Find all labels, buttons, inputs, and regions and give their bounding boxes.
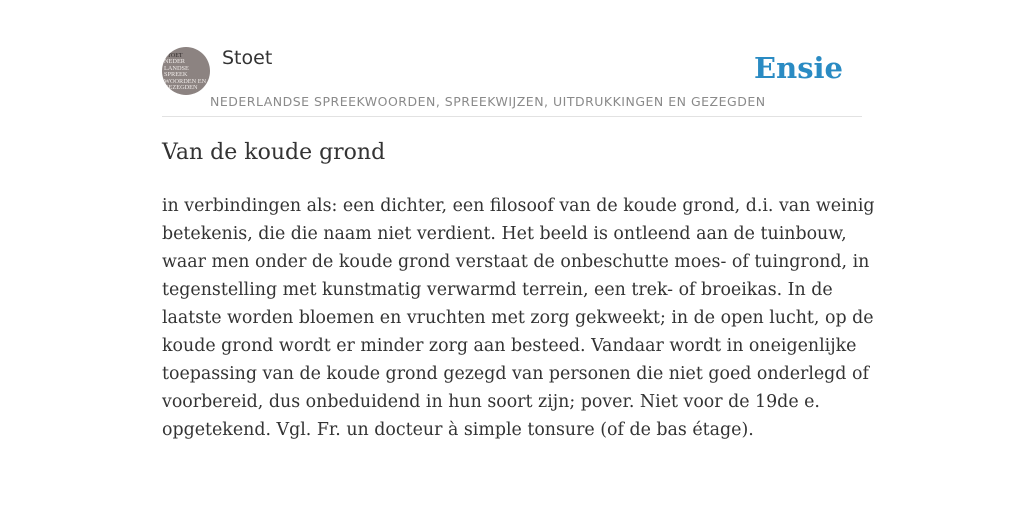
avatar-text-line: WOORDEN EN [164, 77, 207, 85]
avatar-text-line: SPREEK [164, 71, 188, 79]
brand-logo[interactable]: Ensie [754, 51, 843, 85]
definition-line: waar men onder de koude grond verstaat de onbeschutte moes- of tuingrond, in [162, 252, 870, 272]
header [162, 46, 862, 117]
definition-line: laatste worden bloemen en vruchten met zorg gekweekt; in de open lucht, op de [162, 308, 874, 328]
author-name[interactable]: Stoet [222, 47, 273, 69]
definition-line: toepassing van de koude grond gezegd van personen die niet goed onderlegd of [162, 364, 869, 384]
definition-line: in verbindingen als: een dichter, een filosoof van de koude grond, d.i. van weinig [162, 196, 875, 216]
definition-line: koude grond wordt er minder zorg aan besteed. Vandaar wordt in oneigenlijke [162, 336, 857, 356]
avatar-text-line: GEZEGDEN [164, 84, 198, 92]
entry-definition [162, 192, 875, 444]
source-subtitle: NEDERLANDSE SPREEKWOORDEN, SPREEKWIJZEN, UITDRUKKINGEN EN GEZEGDEN [210, 94, 766, 109]
definition-line: betekenis, die die naam niet verdient. Het beeld is ontleend aan de tuinbouw, [162, 224, 847, 244]
avatar-text-line: NEDER [164, 58, 185, 66]
avatar-text-line: STOET [164, 53, 183, 59]
definition-line: voorbereid, dus onbeduidend in hun soort zijn; pover. Niet voor de 19de e. [162, 392, 820, 412]
definition-line: tegenstelling met kunstmatig verwarmd terrein, een trek- of broeikas. In de [162, 280, 833, 300]
avatar[interactable] [162, 47, 210, 95]
entry-title: Van de koude grond [162, 140, 386, 165]
avatar-text-line: LANDSE [164, 64, 189, 72]
definition-line: opgetekend. Vgl. Fr. un docteur à simple tonsure (of de bas étage). [162, 420, 754, 440]
